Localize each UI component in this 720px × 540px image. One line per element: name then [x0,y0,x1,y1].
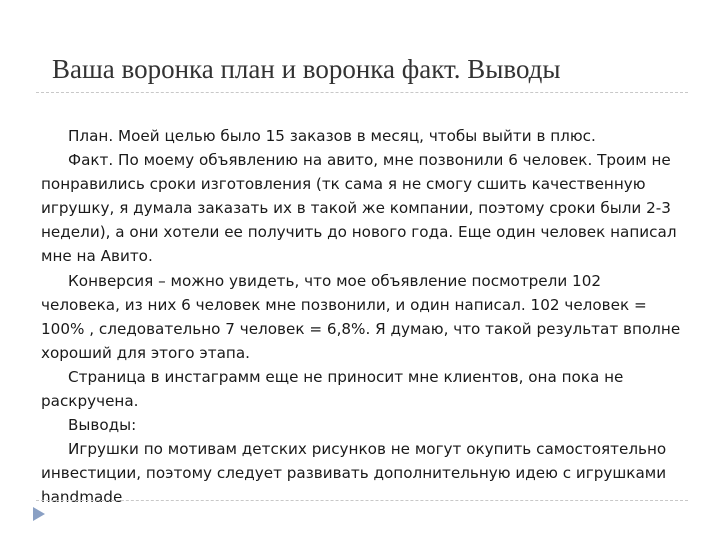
paragraph-conclusions: Игрушки по мотивам детских рисунков не могут окупить самостоятельно инвестиции, поэтому следует развивать дополнительную идею с игрушками handmade [41,440,667,507]
paragraph-fact: Факт. По моему объявлению на авито, мне позвонили 6 человек. Троим не понравились сроки изготовления (тк сама я не смогу сшить качественную игрушку, я думала заказать их в такой же компании, поэтому сроки были 2-3 недели), а они хотели ее получить до нового года. Еще один человек написал мне на Авито. [41,151,677,266]
paragraph-conclusions-heading: Выводы: [68,416,137,435]
paragraph-plan: План. Моей целью было 15 заказов в месяц, чтобы выйти в плюс. [68,127,596,145]
slide-body [41,124,681,510]
slide-title: Ваша воронка план и воронка факт. Выводы [52,54,561,84]
paragraph-conversion: Конверсия – можно увидеть, что мое объявление посмотрели 102 человека, из них 6 человек мне позвонили, и один написал. 102 человек = 100% , следовательно 7 человек = 6,8%. Я думаю, что такой результат вполне хороший для этого этапа. [41,271,681,362]
footer-divider [36,500,688,501]
paragraph-instagram: Страница в инстаграмм еще не приносит мне клиентов, она пока не раскручена. [41,367,624,411]
nav-arrow-icon [33,507,45,521]
title-divider [36,92,688,93]
